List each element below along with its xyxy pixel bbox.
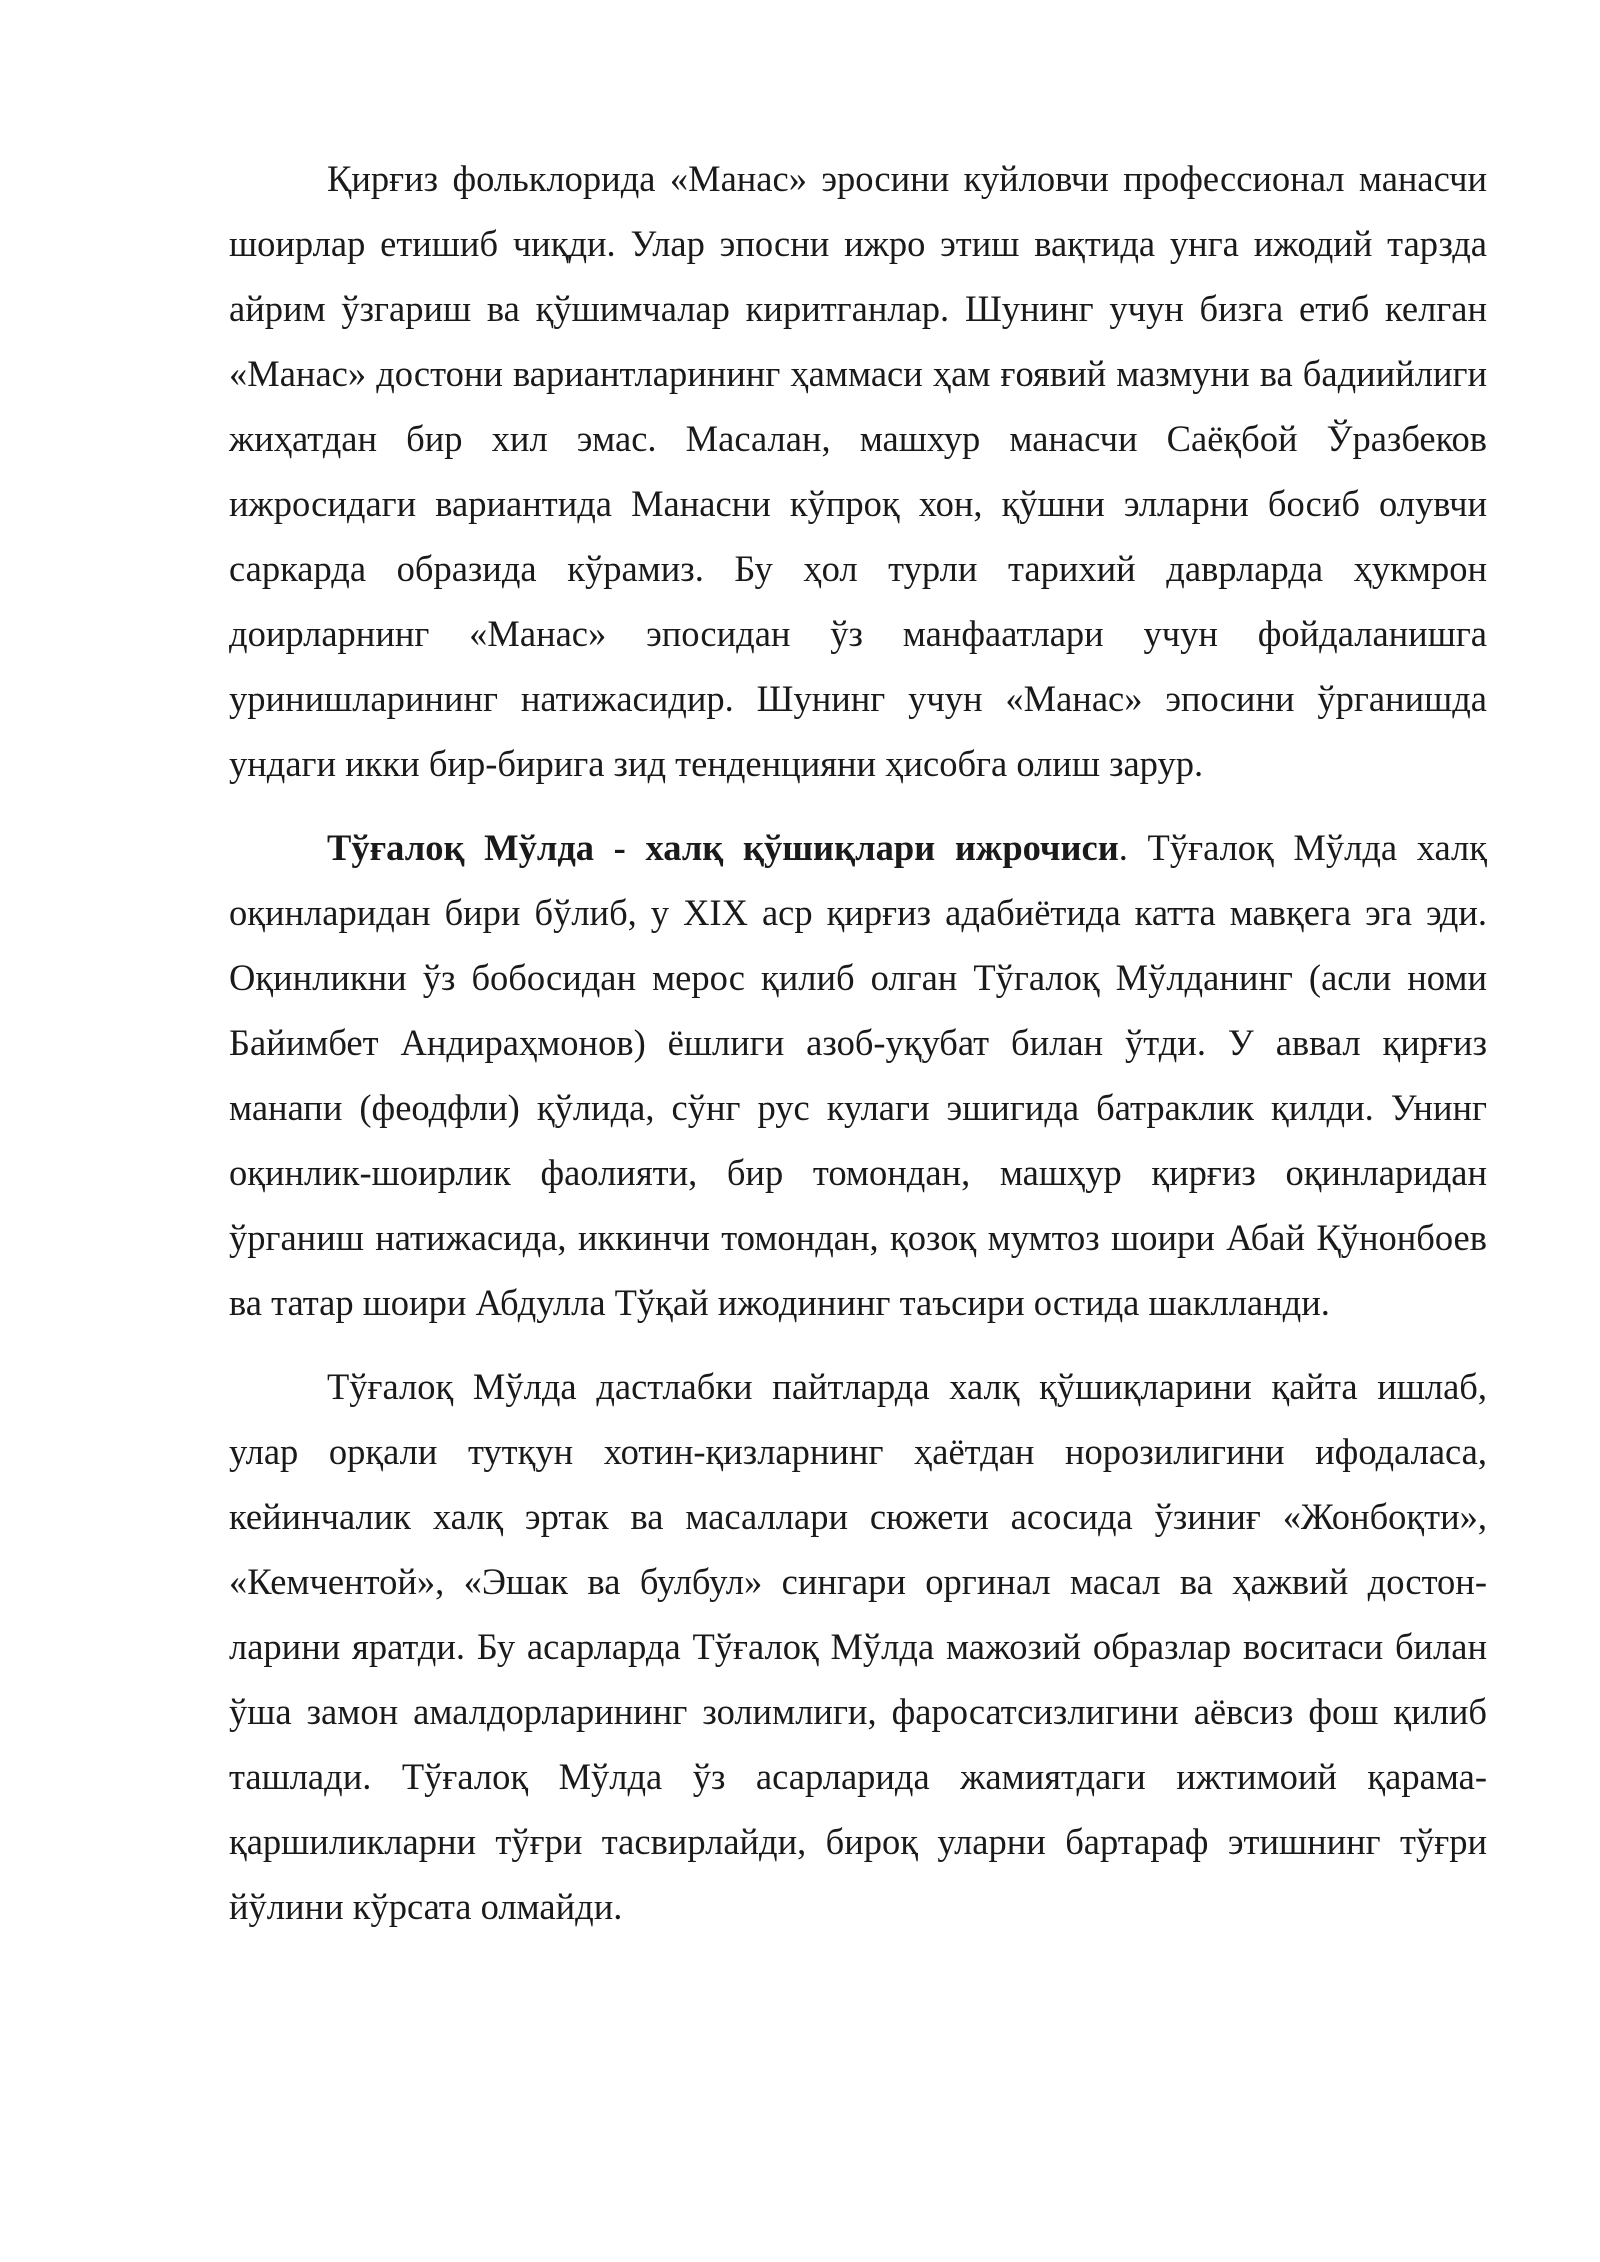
paragraph-tugaloq-works [229, 1354, 1487, 1939]
paragraph-text: . Тўғалоқ Мўлда халқ оқинларидан бири бўлиб, у XIX аср қирғиз адабиётида катта мавқега эга эди. Оқинликни ўз бобосидан мерос қилиб олган Тўгалоқ Мўлданинг (асли номи Байимбет Андираҳмонов) ёшлиги азоб-уқубат билан ўтди. У аввал қирғиз манапи (феодфли) қўлида, сўнг рус кулаги эшигида батраклик қилди. Унинг оқинлик-шоирлик фаолияти, бир томондан, машҳур қирғиз оқинларидан ўрганиш натижасида, иккинчи томондан, қозоқ мумтоз шоири Абай Қўнонбоев ва татар шоири Абдулла Тўқай ижодининг таъсири остида шаклланди. [229, 827, 1487, 1323]
paragraph-bold-lead: Тўғалоқ Мўлда - халқ қўшиқлари ижрочиси [327, 827, 1119, 868]
paragraph-tugaloq-intro [229, 815, 1487, 1335]
text-column [229, 146, 1487, 1939]
paragraph-text: Тўғалоқ Мўлда дастлабки пайтларда халқ қўшиқларини қайта ишлаб, улар орқали тутқун хотин-қизларнинг ҳаётдан норозилигини ифодаласа, кейинчалик халқ эртак ва масаллари сюжети асосида ўзиниғ «Жонбоқти», «Кемчентой», «Эшак ва булбул» сингари оргинал масал ва ҳажвий достон-ларини яратди. Бу асарларда Тўғалоқ Мўлда мажозий образлар воситаси билан ўша замон амалдорларининг золимлиги, фаросатсизлигини аёвсиз фош қилиб ташлади. Тўғалоқ Мўлда ўз асарларида жамиятдаги ижтимоий қарама-қаршиликларни тўғри тасвирлайди, бироқ уларни бартараф этишнинг тўғри йўлини кўрсата олмайди. [229, 1366, 1487, 1927]
paragraph-text: Қирғиз фольклорида «Манас» эросини куйловчи профессионал манасчи шоирлар етишиб чиқди. Улар эпосни ижро этиш вақтида унга ижодий тарзда айрим ўзгариш ва қўшимчалар киритганлар. Шунинг учун бизга етиб келган «Манас» достони вариантларининг ҳаммаси ҳам ғоявий мазмуни ва бадиийлиги жиҳатдан бир хил эмас. Масалан, машхур манасчи Саёқбой Ўразбеков ижросидаги вариантида Манасни кўпроқ хон, қўшни элларни босиб олувчи саркарда образида кўрамиз. Бу ҳол турли тарихий даврларда ҳукмрон доирларнинг «Манас» эпосидан ўз манфаатлари учун фойдаланишга уринишларининг натижасидир. Шунинг учун «Манас» эпосини ўрганишда ундаги икки бир-бирига зид тенденцияни ҳисобга олиш зарур. [229, 158, 1487, 784]
paragraph-manas [229, 146, 1487, 796]
